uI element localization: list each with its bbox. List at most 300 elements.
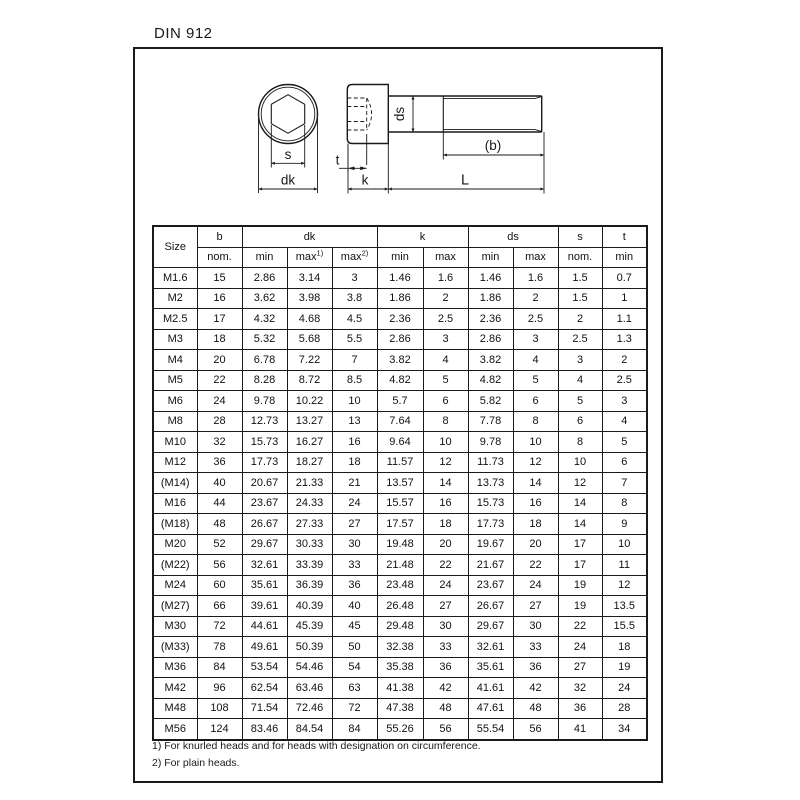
value-cell: 36	[423, 657, 468, 678]
table-row	[153, 555, 647, 576]
screw-technical-drawing	[133, 48, 663, 223]
value-cell: 8	[602, 493, 647, 514]
value-cell: 44	[197, 493, 242, 514]
value-cell: 10	[423, 432, 468, 453]
value-cell: 36.39	[287, 575, 332, 596]
value-cell: 22	[423, 555, 468, 576]
value-cell: 1.1	[602, 309, 647, 330]
value-cell: 2.5	[602, 370, 647, 391]
head-side-outline	[347, 85, 388, 144]
value-cell: 33	[513, 637, 558, 658]
value-cell: 11	[602, 555, 647, 576]
table-row	[153, 288, 647, 309]
value-cell: 17.57	[377, 514, 423, 535]
value-cell: 2.86	[468, 329, 513, 350]
value-cell: 14	[558, 493, 602, 514]
value-cell: 3.8	[332, 288, 377, 309]
value-cell: 3	[602, 391, 647, 412]
value-cell: 27	[558, 657, 602, 678]
table-row	[153, 534, 647, 555]
value-cell: 55.26	[377, 719, 423, 740]
value-cell: 8.28	[242, 370, 287, 391]
value-cell: 48	[197, 514, 242, 535]
size-cell: M2.5	[153, 309, 197, 330]
value-cell: 12.73	[242, 411, 287, 432]
value-cell: 36	[558, 698, 602, 719]
col-header-size: Size	[153, 226, 197, 268]
table-row	[153, 350, 647, 371]
value-cell: 16.27	[287, 432, 332, 453]
value-cell: 8	[558, 432, 602, 453]
value-cell: 2	[558, 309, 602, 330]
value-cell: 4	[602, 411, 647, 432]
value-cell: 17.73	[242, 452, 287, 473]
spec-table-body	[153, 268, 647, 740]
value-cell: 41.38	[377, 678, 423, 699]
value-cell: 54.46	[287, 657, 332, 678]
value-cell: 15	[197, 268, 242, 289]
value-cell: 42	[513, 678, 558, 699]
value-cell: 10	[558, 452, 602, 473]
size-cell: (M33)	[153, 637, 197, 658]
dim-label-L: L	[460, 172, 470, 189]
col-k-max: max	[423, 248, 468, 268]
value-cell: 21.33	[287, 473, 332, 494]
spec-table-container	[152, 225, 648, 741]
size-cell: M10	[153, 432, 197, 453]
col-s-nom: nom.	[558, 248, 602, 268]
value-cell: 5	[423, 370, 468, 391]
value-cell: 2.36	[377, 309, 423, 330]
value-cell: 30	[513, 616, 558, 637]
value-cell: 9	[602, 514, 647, 535]
col-dk-max2: $\max^{2)}$	[332, 248, 377, 268]
value-cell: 2	[602, 350, 647, 371]
value-cell: 0.7	[602, 268, 647, 289]
value-cell: 1.86	[377, 288, 423, 309]
value-cell: 21.48	[377, 555, 423, 576]
value-cell: 18	[423, 514, 468, 535]
table-row	[153, 493, 647, 514]
value-cell: 4.82	[377, 370, 423, 391]
value-cell: 33	[332, 555, 377, 576]
value-cell: 26.48	[377, 596, 423, 617]
value-cell: 19.67	[468, 534, 513, 555]
value-cell: 7.64	[377, 411, 423, 432]
head-outline-circle	[259, 85, 318, 144]
value-cell: 84.54	[287, 719, 332, 740]
value-cell: 24	[332, 493, 377, 514]
value-cell: 63	[332, 678, 377, 699]
value-cell: 6	[602, 452, 647, 473]
footnote-ref-2: 2)	[361, 248, 369, 258]
table-row	[153, 514, 647, 535]
size-cell: M5	[153, 370, 197, 391]
value-cell: 124	[197, 719, 242, 740]
value-cell: 13.57	[377, 473, 423, 494]
value-cell: 3.14	[287, 268, 332, 289]
value-cell: 22	[197, 370, 242, 391]
value-cell: 23.67	[242, 493, 287, 514]
value-cell: 4	[513, 350, 558, 371]
value-cell: 9.78	[242, 391, 287, 412]
value-cell: 40	[332, 596, 377, 617]
size-cell: (M27)	[153, 596, 197, 617]
value-cell: 19.48	[377, 534, 423, 555]
value-cell: 23.48	[377, 575, 423, 596]
col-group-s: s	[558, 226, 602, 248]
dim-label-s: s	[284, 147, 292, 162]
value-cell: 10	[602, 534, 647, 555]
header-row-sub	[153, 248, 647, 268]
table-row	[153, 329, 647, 350]
value-cell: 18	[197, 329, 242, 350]
value-cell: 36	[332, 575, 377, 596]
value-cell: 13.27	[287, 411, 332, 432]
footnote-2: 2) For plain heads.	[152, 756, 240, 769]
value-cell: 8	[423, 411, 468, 432]
value-cell: 11.57	[377, 452, 423, 473]
value-cell: 32	[558, 678, 602, 699]
value-cell: 32.61	[468, 637, 513, 658]
value-cell: 3.82	[468, 350, 513, 371]
size-cell: M1.6	[153, 268, 197, 289]
page-title: DIN 912	[154, 25, 213, 42]
value-cell: 16	[513, 493, 558, 514]
value-cell: 40	[197, 473, 242, 494]
value-cell: 45.39	[287, 616, 332, 637]
col-group-dk: dk	[242, 226, 377, 248]
value-cell: 45	[332, 616, 377, 637]
value-cell: 47.38	[377, 698, 423, 719]
value-cell: 2.5	[423, 309, 468, 330]
value-cell: 15.5	[602, 616, 647, 637]
value-cell: 4.32	[242, 309, 287, 330]
value-cell: 22	[513, 555, 558, 576]
value-cell: 1.46	[377, 268, 423, 289]
value-cell: 56	[197, 555, 242, 576]
value-cell: 3.62	[242, 288, 287, 309]
value-cell: 4.68	[287, 309, 332, 330]
value-cell: 12	[558, 473, 602, 494]
size-cell: M12	[153, 452, 197, 473]
value-cell: 56	[513, 719, 558, 740]
value-cell: 47.61	[468, 698, 513, 719]
value-cell: 5.5	[332, 329, 377, 350]
value-cell: 41	[558, 719, 602, 740]
value-cell: 2.86	[377, 329, 423, 350]
value-cell: 72.46	[287, 698, 332, 719]
table-row	[153, 411, 647, 432]
table-row	[153, 657, 647, 678]
value-cell: 60	[197, 575, 242, 596]
value-cell: 20	[513, 534, 558, 555]
value-cell: 4.5	[332, 309, 377, 330]
value-cell: 5.32	[242, 329, 287, 350]
value-cell: 21	[332, 473, 377, 494]
value-cell: 40.39	[287, 596, 332, 617]
value-cell: 23.67	[468, 575, 513, 596]
value-cell: 8	[513, 411, 558, 432]
value-cell: 32.61	[242, 555, 287, 576]
value-cell: 27.33	[287, 514, 332, 535]
value-cell: 3	[513, 329, 558, 350]
value-cell: 72	[197, 616, 242, 637]
size-cell: M20	[153, 534, 197, 555]
value-cell: 14	[513, 473, 558, 494]
table-row	[153, 637, 647, 658]
size-cell: M24	[153, 575, 197, 596]
value-cell: 24	[197, 391, 242, 412]
col-group-k: k	[377, 226, 468, 248]
value-cell: 48	[513, 698, 558, 719]
value-cell: 66	[197, 596, 242, 617]
size-cell: M2	[153, 288, 197, 309]
size-cell: M8	[153, 411, 197, 432]
value-cell: 16	[423, 493, 468, 514]
value-cell: 20	[423, 534, 468, 555]
col-group-b: b	[197, 226, 242, 248]
dim-label-b: (b)	[484, 138, 502, 153]
table-row	[153, 596, 647, 617]
value-cell: 5.68	[287, 329, 332, 350]
value-cell: 24	[558, 637, 602, 658]
value-cell: 53.54	[242, 657, 287, 678]
value-cell: 19	[602, 657, 647, 678]
value-cell: 32	[197, 432, 242, 453]
value-cell: 24	[602, 678, 647, 699]
value-cell: 28	[197, 411, 242, 432]
value-cell: 10	[332, 391, 377, 412]
value-cell: 34	[602, 719, 647, 740]
table-row	[153, 309, 647, 330]
hex-socket-outline	[271, 95, 304, 134]
value-cell: 1.5	[558, 288, 602, 309]
value-cell: 12	[513, 452, 558, 473]
table-row	[153, 616, 647, 637]
value-cell: 13.73	[468, 473, 513, 494]
table-row	[153, 391, 647, 412]
value-cell: 9.78	[468, 432, 513, 453]
value-cell: 5.7	[377, 391, 423, 412]
col-t-min: min	[602, 248, 647, 268]
value-cell: 35.61	[468, 657, 513, 678]
value-cell: 24	[423, 575, 468, 596]
value-cell: 5	[558, 391, 602, 412]
footnote-1: 1) For knurled heads and for heads with designation on circumference.	[152, 740, 481, 752]
value-cell: 30	[332, 534, 377, 555]
value-cell: 30.33	[287, 534, 332, 555]
table-row	[153, 432, 647, 453]
size-cell: M3	[153, 329, 197, 350]
value-cell: 18.27	[287, 452, 332, 473]
value-cell: 21.67	[468, 555, 513, 576]
value-cell: 27	[423, 596, 468, 617]
value-cell: 3.82	[377, 350, 423, 371]
table-row	[153, 370, 647, 391]
table-row	[153, 678, 647, 699]
value-cell: 33.39	[287, 555, 332, 576]
value-cell: 15.57	[377, 493, 423, 514]
table-row	[153, 268, 647, 289]
value-cell: 50.39	[287, 637, 332, 658]
value-cell: 2.5	[513, 309, 558, 330]
value-cell: 30	[423, 616, 468, 637]
value-cell: 26.67	[468, 596, 513, 617]
socket-cone-arc	[367, 98, 372, 130]
value-cell: 50	[332, 637, 377, 658]
value-cell: 55.54	[468, 719, 513, 740]
value-cell: 27	[332, 514, 377, 535]
value-cell: 27	[513, 596, 558, 617]
value-cell: 83.46	[242, 719, 287, 740]
value-cell: 8.5	[332, 370, 377, 391]
value-cell: 29.67	[468, 616, 513, 637]
col-dk-max1: $\max^{1)}$	[287, 248, 332, 268]
value-cell: 84	[197, 657, 242, 678]
value-cell: 5.82	[468, 391, 513, 412]
side-view	[336, 85, 544, 194]
value-cell: 4	[423, 350, 468, 371]
value-cell: 35.61	[242, 575, 287, 596]
value-cell: 3	[423, 329, 468, 350]
footnotes	[152, 738, 481, 771]
value-cell: 20	[197, 350, 242, 371]
value-cell: 9.64	[377, 432, 423, 453]
value-cell: 19	[558, 575, 602, 596]
header-row-groups	[153, 226, 647, 248]
value-cell: 12	[423, 452, 468, 473]
value-cell: 12	[602, 575, 647, 596]
value-cell: 32.38	[377, 637, 423, 658]
value-cell: 8.72	[287, 370, 332, 391]
value-cell: 1.46	[468, 268, 513, 289]
value-cell: 16	[197, 288, 242, 309]
col-ds-max: max	[513, 248, 558, 268]
value-cell: 63.46	[287, 678, 332, 699]
value-cell: 17	[197, 309, 242, 330]
value-cell: 24	[513, 575, 558, 596]
value-cell: 20.67	[242, 473, 287, 494]
value-cell: 41.61	[468, 678, 513, 699]
value-cell: 7.22	[287, 350, 332, 371]
value-cell: 19	[558, 596, 602, 617]
value-cell: 1.6	[513, 268, 558, 289]
value-cell: 18	[602, 637, 647, 658]
value-cell: 2	[423, 288, 468, 309]
value-cell: 10	[513, 432, 558, 453]
value-cell: 1.86	[468, 288, 513, 309]
value-cell: 2.36	[468, 309, 513, 330]
dim-label-ds: ds	[392, 106, 407, 122]
table-row	[153, 719, 647, 740]
size-cell: M42	[153, 678, 197, 699]
footnote-ref-1: 1)	[316, 248, 324, 258]
value-cell: 28	[602, 698, 647, 719]
size-cell: M4	[153, 350, 197, 371]
value-cell: 48	[423, 698, 468, 719]
value-cell: 2	[513, 288, 558, 309]
value-cell: 36	[197, 452, 242, 473]
value-cell: 42	[423, 678, 468, 699]
value-cell: 10.22	[287, 391, 332, 412]
table-row	[153, 473, 647, 494]
value-cell: 13	[332, 411, 377, 432]
table-row	[153, 575, 647, 596]
value-cell: 2.86	[242, 268, 287, 289]
value-cell: 29.67	[242, 534, 287, 555]
value-cell: 1.6	[423, 268, 468, 289]
value-cell: 7	[332, 350, 377, 371]
value-cell: 2.5	[558, 329, 602, 350]
value-cell: 7.78	[468, 411, 513, 432]
value-cell: 16	[332, 432, 377, 453]
value-cell: 1	[602, 288, 647, 309]
value-cell: 6	[558, 411, 602, 432]
value-cell: 71.54	[242, 698, 287, 719]
size-cell: (M22)	[153, 555, 197, 576]
value-cell: 5	[602, 432, 647, 453]
value-cell: 72	[332, 698, 377, 719]
col-ds-min: min	[468, 248, 513, 268]
value-cell: 39.61	[242, 596, 287, 617]
table-row	[153, 452, 647, 473]
value-cell: 54	[332, 657, 377, 678]
value-cell: 1.3	[602, 329, 647, 350]
value-cell: 44.61	[242, 616, 287, 637]
col-group-ds: ds	[468, 226, 558, 248]
value-cell: 36	[513, 657, 558, 678]
size-cell: M48	[153, 698, 197, 719]
dim-label-t: t	[335, 152, 340, 168]
size-cell: M6	[153, 391, 197, 412]
value-cell: 6	[513, 391, 558, 412]
col-group-t: t	[602, 226, 647, 248]
value-cell: 11.73	[468, 452, 513, 473]
col-b-nom: nom.	[197, 248, 242, 268]
value-cell: 96	[197, 678, 242, 699]
value-cell: 6	[423, 391, 468, 412]
value-cell: 13.5	[602, 596, 647, 617]
size-cell: M36	[153, 657, 197, 678]
value-cell: 56	[423, 719, 468, 740]
value-cell: 26.67	[242, 514, 287, 535]
value-cell: 3	[332, 268, 377, 289]
table-row	[153, 698, 647, 719]
size-cell: M30	[153, 616, 197, 637]
value-cell: 18	[332, 452, 377, 473]
value-cell: 29.48	[377, 616, 423, 637]
value-cell: 24.33	[287, 493, 332, 514]
end-view	[259, 85, 318, 194]
dim-label-k: k	[361, 172, 369, 188]
value-cell: 52	[197, 534, 242, 555]
size-cell: M16	[153, 493, 197, 514]
col-k-min: min	[377, 248, 423, 268]
value-cell: 4	[558, 370, 602, 391]
value-cell: 4.82	[468, 370, 513, 391]
value-cell: 62.54	[242, 678, 287, 699]
value-cell: 17	[558, 534, 602, 555]
size-cell: (M14)	[153, 473, 197, 494]
value-cell: 35.38	[377, 657, 423, 678]
spec-table	[152, 225, 648, 741]
value-cell: 3.98	[287, 288, 332, 309]
dim-label-dk: dk	[280, 172, 296, 188]
value-cell: 18	[513, 514, 558, 535]
size-cell: M56	[153, 719, 197, 740]
col-dk-min: min	[242, 248, 287, 268]
